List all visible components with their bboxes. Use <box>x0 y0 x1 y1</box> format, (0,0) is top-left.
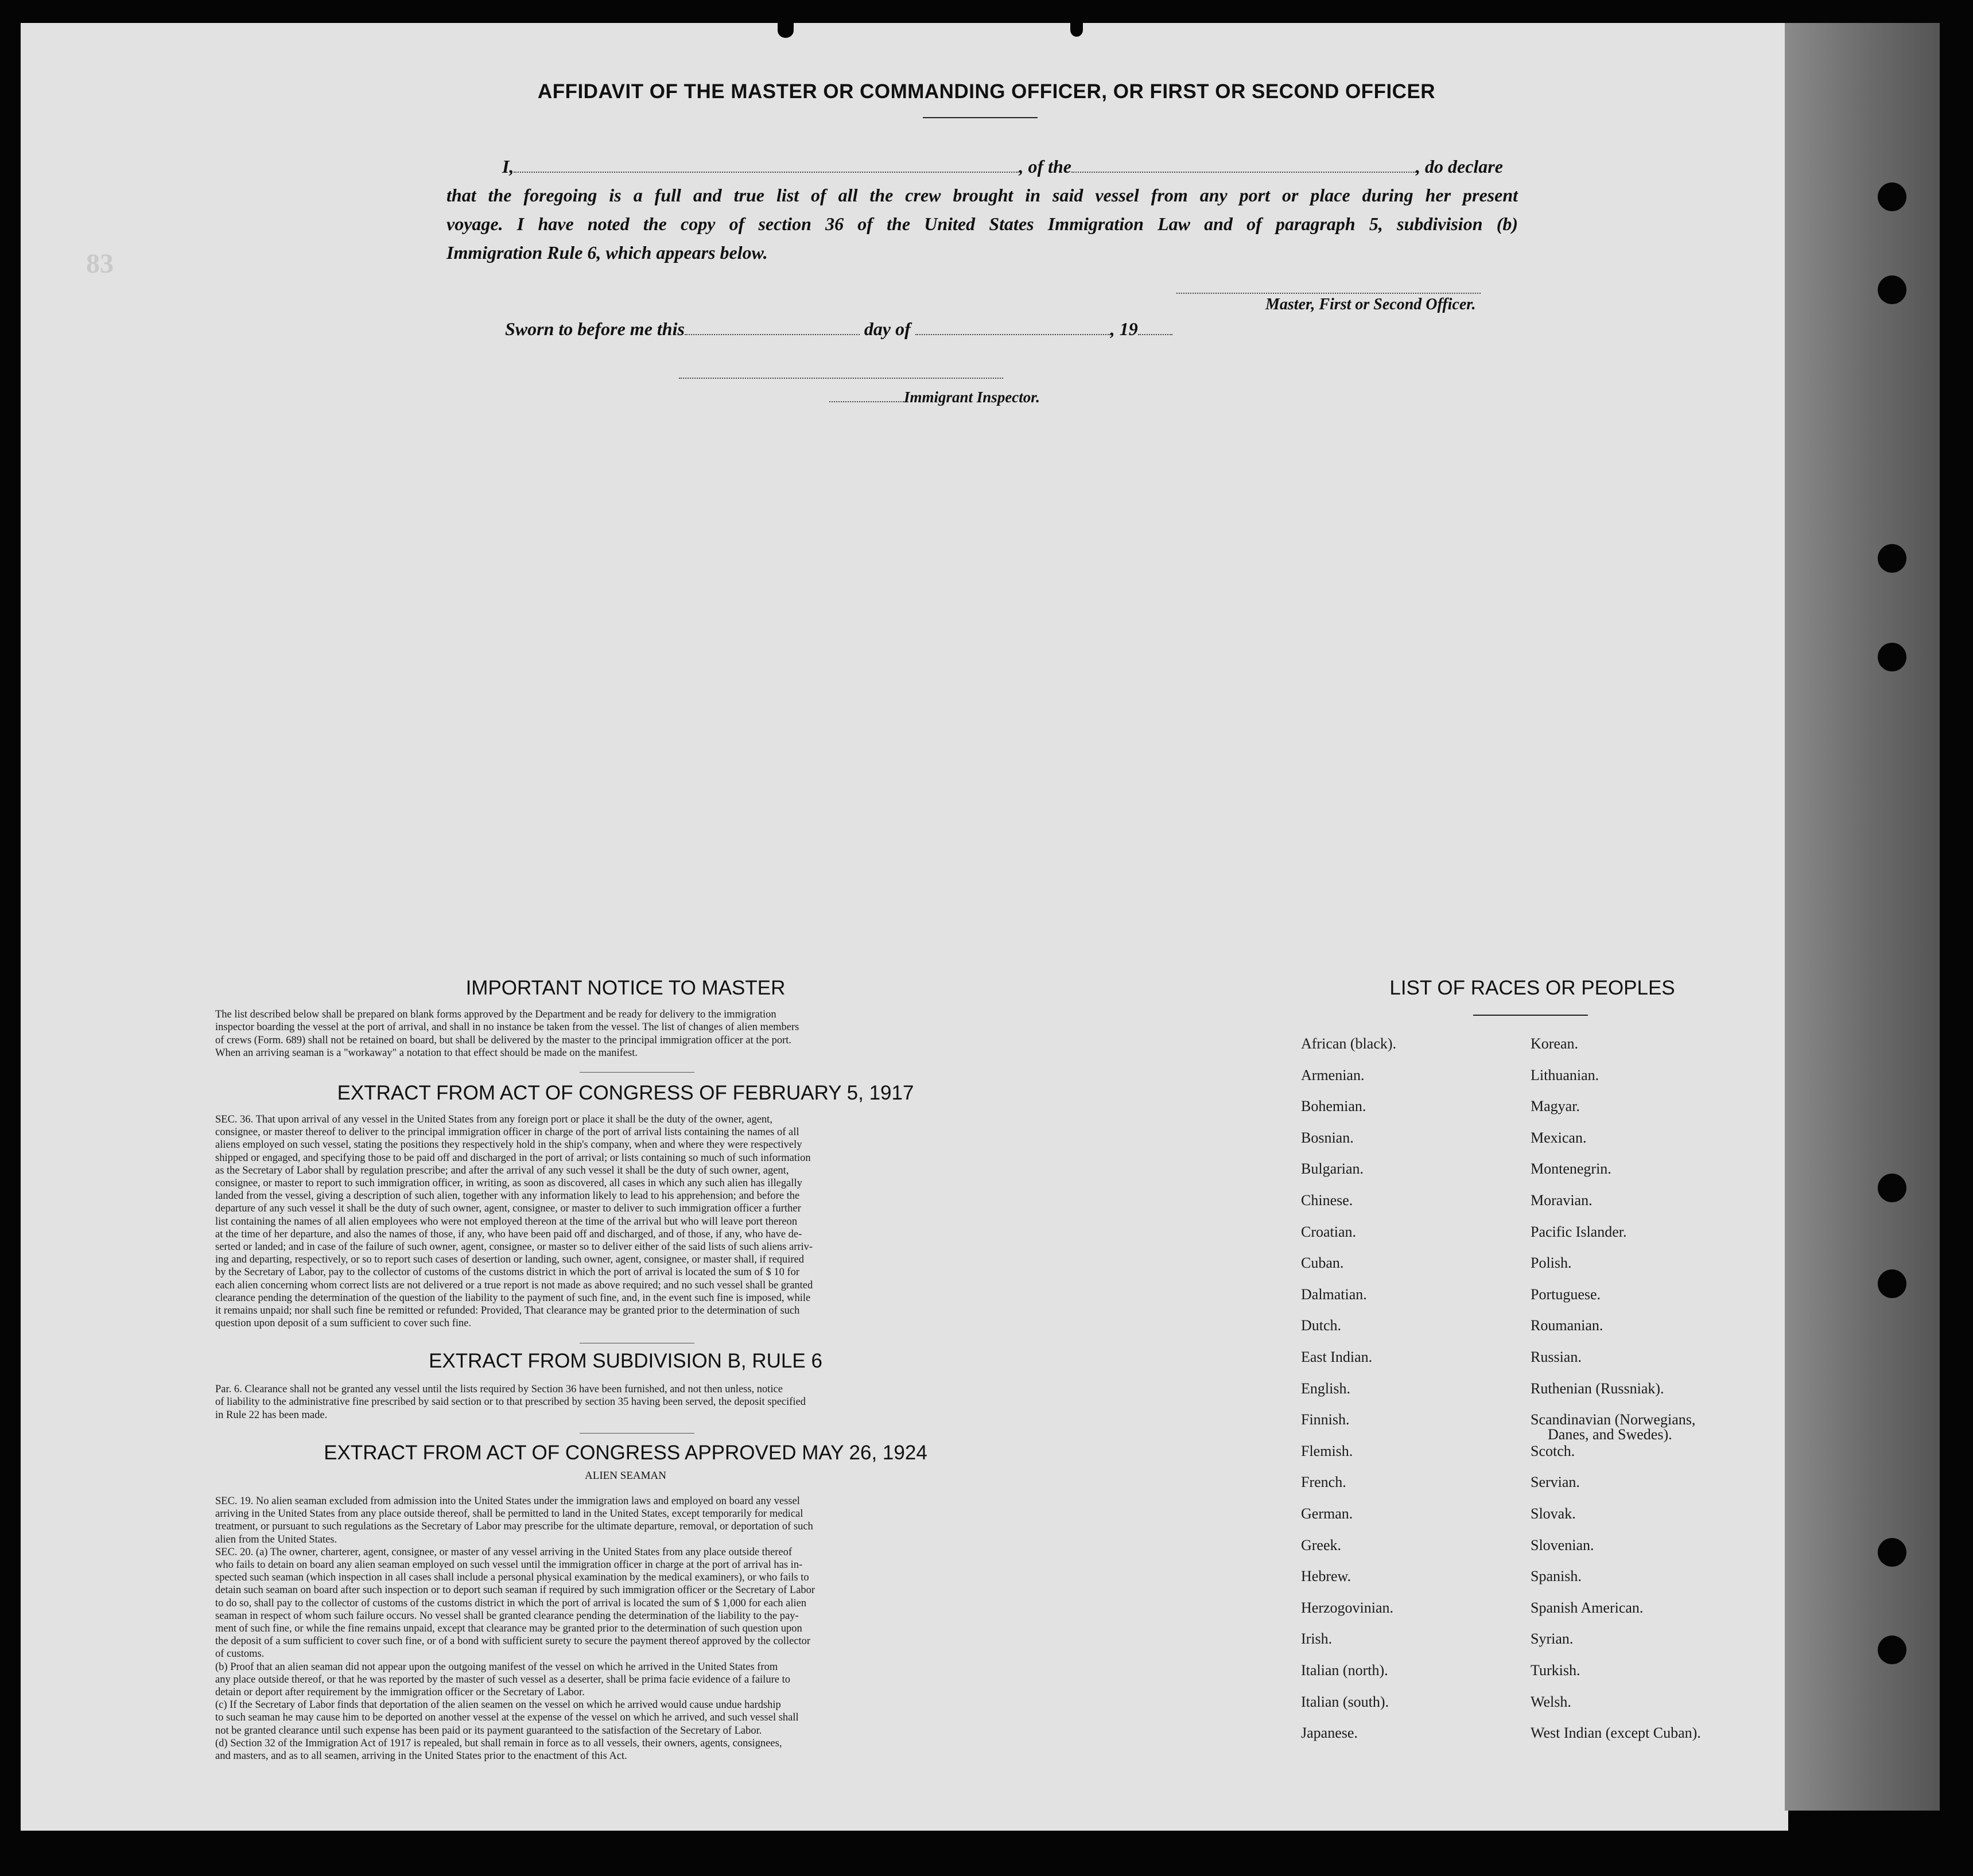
section-divider <box>580 1433 694 1434</box>
text-line: detain or deport after requirement by the immigration officer or the Secretary of Labor. <box>215 1687 585 1698</box>
race-item: Servian. <box>1531 1474 1580 1491</box>
text-line: of customs. <box>215 1648 265 1660</box>
text-line: SEC. 19. No alien seaman excluded from admission into the United States under the immigration laws and employed on board any vessel <box>215 1496 800 1507</box>
text-line: detain such seaman on board after such inspection or to deport such seaman if required by such immigration officer or the Secretary of Labor <box>215 1584 815 1597</box>
race-item: Slovenian. <box>1531 1536 1594 1553</box>
binding-hole <box>1878 275 1906 304</box>
text-line: any place outside thereof, or that he was reported by the master of such vessel as a deserter, shall be prima facie evidence of a failure to <box>215 1673 790 1685</box>
text-line: of crews (Form. 689) shall not be retained on board, but shall be delivered by the master to the principal immigration officer at the port. <box>215 1034 792 1046</box>
text-line: serted or landed; and in case of the failure of such owner, agent, consignee, or master so to deliver either of the said lists of such aliens arriv- <box>215 1241 813 1253</box>
vessel-name-field[interactable] <box>1071 171 1416 173</box>
races-divider <box>1473 1015 1588 1016</box>
text-line: and masters, and as to all seamen, arriving in the United States prior to the enactment of this Act. <box>215 1750 627 1762</box>
text-line: seaman in respect of whom such failure occurs. No vessel shall be granted clearance pending the determination of the liability to the pay- <box>215 1610 799 1622</box>
do-declare-label: , do declare <box>1416 156 1503 177</box>
text-line: list containing the names of all alien employees who were not employed thereon at the time of the arrival but who will leave port thereon <box>215 1215 798 1228</box>
text-line: ment of such fine, or while the fine remains unpaid, except that clearance may be granted prior to the determination of such question upon <box>215 1623 802 1634</box>
binding-hole <box>1878 1636 1906 1664</box>
races-heading: LIST OF RACES OR PEOPLES <box>1389 977 1675 999</box>
officer-signature-caption: Master, First or Second Officer. <box>1265 296 1476 313</box>
race-item: East Indian. <box>1301 1349 1373 1365</box>
text-line: in Rule 22 has been made. <box>215 1409 328 1421</box>
race-item: Chinese. <box>1301 1192 1353 1209</box>
sworn-year-field[interactable] <box>1138 333 1172 335</box>
notice-heading: IMPORTANT NOTICE TO MASTER <box>465 977 786 999</box>
binding-hole <box>1878 1269 1906 1298</box>
text-line: clearance pending the determination of the question of the liability to the payment of such fine, and, in the event such fine is imposed, while <box>215 1292 811 1304</box>
binding-hole <box>1878 182 1906 211</box>
text-line: each alien concerning whom correct lists are not delivered or a true report is not made as above required; and no such vessel shall be granted <box>215 1279 813 1291</box>
race-item: Dalmatian. <box>1301 1285 1367 1303</box>
race-item: Croatian. <box>1301 1223 1357 1240</box>
day-of-label: day of <box>864 319 911 339</box>
race-item: Polish. <box>1531 1254 1572 1272</box>
race-item: Cuban. <box>1301 1254 1344 1272</box>
race-item: Spanish American. <box>1531 1599 1644 1616</box>
race-item: West Indian (except Cuban). <box>1531 1724 1701 1742</box>
race-item: Italian (south). <box>1301 1693 1389 1710</box>
text-line: who fails to detain on board any alien seaman employed on such vessel until the immigration officer in charge at the port of arrival has in- <box>215 1559 803 1571</box>
inspector-caption: Immigrant Inspector. <box>904 389 1040 406</box>
text-line: of liability to the administrative fine prescribed by said section or to that prescribed by section 35 having been served, the deposit specified <box>215 1396 806 1408</box>
text-line: landed from the vessel, giving a description of such alien, together with any information likely to lead to his apprehension; and before the <box>215 1190 800 1202</box>
affidavit-title: AFFIDAVIT OF THE MASTER OR COMMANDING OFFICER, OR FIRST OR SECOND OFFICER <box>537 80 1436 103</box>
race-item: Montenegrin. <box>1531 1160 1611 1178</box>
race-item: Bohemian. <box>1301 1098 1366 1115</box>
race-item: Irish. <box>1301 1630 1333 1648</box>
text-line: When an arriving seaman is a "workaway" a notation to that effect should be made on the manifest. <box>215 1047 638 1059</box>
text-line: consignee, or master to report to such immigration officer, in writing, as soon as discovered, all cases in which any such alien has illegally <box>215 1178 802 1189</box>
race-item: Flemish. <box>1301 1442 1353 1459</box>
sworn-line <box>505 314 1172 343</box>
race-item: Bosnian. <box>1301 1129 1354 1146</box>
race-item: Magyar. <box>1531 1098 1580 1115</box>
margin-mark: 83 <box>86 248 114 279</box>
officer-signature-field[interactable] <box>1176 293 1481 294</box>
text-line: (d) Section 32 of the Immigration Act of 1917 is repealed, but shall remain in force as to all vessels, their owners, agents, consignees, <box>215 1737 782 1749</box>
declaration-line-1 <box>502 152 1503 181</box>
race-item: Pacific Islander. <box>1531 1223 1627 1240</box>
text-line: as the Secretary of Labor shall by regulation prescribe; and after the arrival of any such vessel it shall be the duty of such owner, agent, <box>215 1164 789 1176</box>
extract-1924-subheading: ALIEN SEAMAN <box>585 1470 666 1482</box>
race-item: Welsh. <box>1531 1693 1571 1710</box>
race-item: Mexican. <box>1531 1129 1587 1146</box>
text-line: SEC. 36. That upon arrival of any vessel in the United States from any foreign port or place it shall be the duty of the owner, agent, <box>215 1114 772 1125</box>
of-the-label: , of the <box>1019 156 1071 177</box>
race-item: French. <box>1301 1474 1346 1491</box>
text-line: consignee, or master thereof to deliver to the principal immigration officer in charge of the port of arrival lists containing the names of all <box>215 1127 799 1139</box>
text-line: the deposit of a sum sufficient to cover such fine, or of a bond with sufficient surety to secure the payment thereof approved by the collector <box>215 1636 811 1648</box>
edge-notch <box>1070 23 1083 37</box>
race-item: Russian. <box>1531 1349 1582 1365</box>
binding-hole <box>1878 1174 1906 1202</box>
extract-1924-heading: EXTRACT FROM ACT OF CONGRESS APPROVED MAY 26, 1924 <box>324 1442 927 1464</box>
race-item: Finnish. <box>1301 1411 1350 1428</box>
sworn-day-field[interactable] <box>685 333 860 335</box>
race-item: Bulgarian. <box>1301 1160 1364 1178</box>
text-line: to do so, shall pay to the collector of customs of the customs district in which the port of arrival is located the sum of $ 1,000 for each alien <box>215 1597 807 1609</box>
title-divider <box>923 117 1038 118</box>
text-line: (b) Proof that an alien seaman did not appear upon the outgoing manifest of the vessel on which he arrived in the United States from <box>215 1661 778 1673</box>
race-item: Dutch. <box>1301 1317 1342 1334</box>
race-item: Lithuanian. <box>1531 1066 1599 1083</box>
text-line: SEC. 20. (a) The owner, charterer, agent, consignee, or master of any vessel arriving in the United States from any place outside thereof <box>215 1546 793 1558</box>
section-divider <box>580 1072 694 1073</box>
race-item: Portuguese. <box>1531 1285 1601 1303</box>
text-line: not be granted clearance until such expense has been paid or its payment guaranteed to the satisfaction of the Secretary of Labor. <box>215 1724 762 1737</box>
race-item: African (black). <box>1301 1035 1397 1052</box>
text-line: shipped or engaged, and specifying those to be paid off and discharged in the port of arrival; or lists containing so much of such information <box>215 1152 811 1164</box>
inspector-signature-field[interactable] <box>679 378 1003 379</box>
race-item: Slovak. <box>1531 1505 1576 1522</box>
text-line: question upon deposit of a sum sufficient to cover such fine. <box>215 1318 472 1330</box>
text-line: at the time of her departure, and also the names of those, if any, who have been paid off and discharged, and of those, if any, who have de- <box>215 1228 802 1240</box>
race-item: Hebrew. <box>1301 1568 1351 1585</box>
race-item: Roumanian. <box>1531 1317 1603 1334</box>
binding-strip <box>1785 23 1940 1811</box>
race-item: Armenian. <box>1301 1066 1365 1083</box>
race-item: Scotch. <box>1531 1442 1575 1459</box>
text-line: The list described below shall be prepared on blank forms approved by the Department and be ready for delivery to the immigration <box>215 1009 776 1020</box>
race-item-continuation: Danes, and Swedes). <box>1548 1426 1672 1443</box>
binding-hole <box>1878 1538 1906 1567</box>
race-item: Turkish. <box>1531 1662 1580 1679</box>
text-line: inspector boarding the vessel at the port of arrival, and shall in no instance be taken from the vessel. The list of changes of alien members <box>215 1021 799 1034</box>
race-item: Korean. <box>1531 1035 1579 1052</box>
race-item: Japanese. <box>1301 1724 1358 1742</box>
sworn-label: Sworn to before me this <box>505 319 685 339</box>
text-line: ing and departing, respectively, or so to report such cases of desertion or landing, such owner, agent, consignee, or master shall, if required <box>215 1254 805 1266</box>
text-line: Par. 6. Clearance shall not be granted any vessel until the lists required by Section 36 have been furnished, and not then unless, notice <box>215 1384 783 1395</box>
race-item: Scandinavian (Norwegians, <box>1531 1411 1696 1428</box>
text-line: (c) If the Secretary of Labor finds that deportation of the alien seamen on the vessel on which he arrived would cause undue hardship <box>215 1699 781 1711</box>
binding-hole <box>1878 544 1906 573</box>
text-line: alien from the United States. <box>215 1533 337 1545</box>
text-line: treatment, or pursuant to such regulations as the Secretary of Labor may prescribe for the ultimate departure, removal, or deportation of such <box>215 1521 813 1533</box>
text-line: arriving in the United States from any place outside thereof, shall be permitted to land in the United States, except temporarily for medical <box>215 1508 803 1520</box>
declaration-line-2: that the foregoing is a full and true list of all the crew brought in said vessel from any port or place during her present <box>446 185 1518 205</box>
race-item: Ruthenian (Russniak). <box>1531 1380 1664 1397</box>
race-item: Syrian. <box>1531 1630 1574 1648</box>
text-line: departure of any such vessel it shall be the duty of such owner, agent, consignee, or master to deliver to such immigration officer a further <box>215 1203 801 1215</box>
text-line: by the Secretary of Labor, pay to the collector of customs of the customs district in which the port of arrival is located the sum of $ 10 for <box>215 1267 800 1279</box>
text-line: spected such seaman (which inspection in all cases shall include a personal physical examination by the medical examiners), or who fails to <box>215 1572 809 1584</box>
race-item: English. <box>1301 1380 1350 1397</box>
race-item: German. <box>1301 1505 1353 1522</box>
text-line: it remains unpaid; nor shall such fine be remitted or refunded: Provided, That clearance may be granted prior to the determination of such <box>215 1305 800 1316</box>
edge-notch <box>778 23 794 38</box>
race-item: Spanish. <box>1531 1568 1582 1585</box>
year-prefix-label: , 19 <box>1110 319 1138 339</box>
race-item: Herzogovinian. <box>1301 1599 1394 1616</box>
declaration-line-4: Immigration Rule 6, which appears below. <box>446 242 768 263</box>
inspector-leader-dots <box>829 401 904 402</box>
subdivision-b-heading: EXTRACT FROM SUBDIVISION B, RULE 6 <box>429 1350 822 1372</box>
inspector-caption-line <box>829 389 1040 406</box>
race-item: Greek. <box>1301 1536 1342 1553</box>
text-line: aliens employed on such vessel, stating the positions they respectively hold in the ship's company, when and where they were respectively <box>215 1139 802 1151</box>
declarant-name-field[interactable] <box>514 171 1019 173</box>
extract-1917-heading: EXTRACT FROM ACT OF CONGRESS OF FEBRUARY 5, 1917 <box>337 1082 914 1104</box>
text-line: to such seaman he may cause him to be deported on another vessel at the expense of the vessel on which he arrived, and such vessel shall <box>215 1712 799 1724</box>
binding-hole <box>1878 643 1906 671</box>
race-item: Italian (north). <box>1301 1662 1388 1679</box>
declarant-label: I, <box>502 156 514 177</box>
sworn-month-field[interactable] <box>915 333 1110 335</box>
race-item: Moravian. <box>1531 1192 1593 1209</box>
declaration-line-3: voyage. I have noted the copy of section 36 of the United States Immigration Law and of paragraph 5, subdivision (b) <box>446 213 1518 234</box>
